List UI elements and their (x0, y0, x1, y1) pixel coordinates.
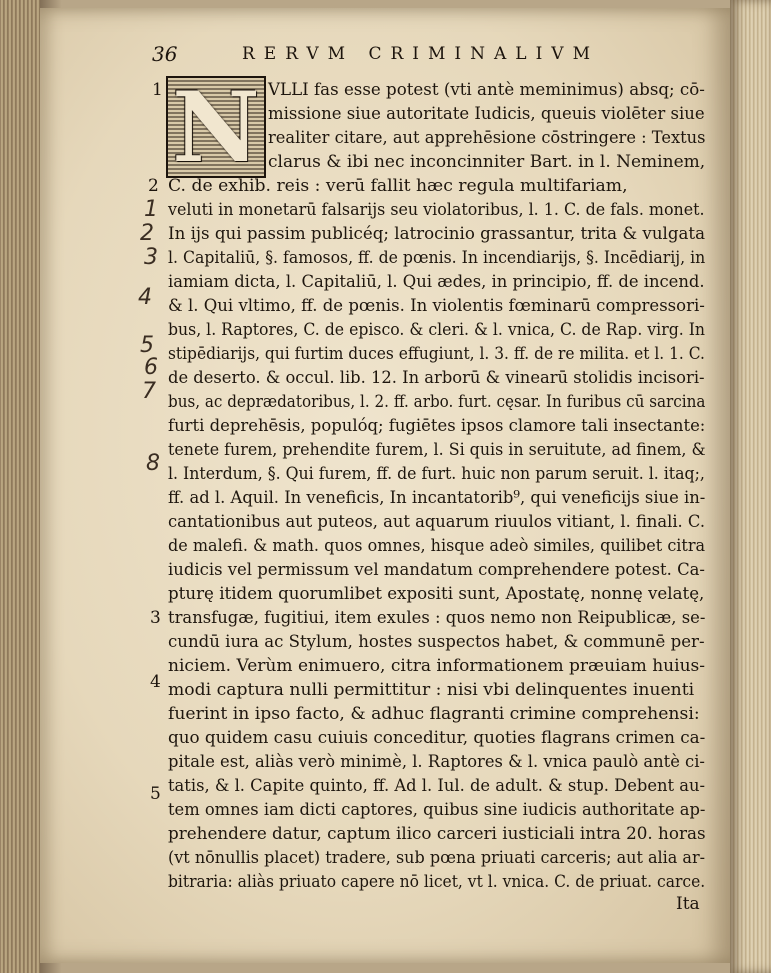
text-line: de deserto. & occul. lib. 12. In arborū & vinearū stolidis incisori- (168, 368, 705, 388)
text-line: l. Capitaliū, §. famosos, ff. de pœnis. In incendiarijs, §. Incēdiarij, in (168, 248, 706, 268)
handwritten-number: 6 (144, 355, 158, 380)
handwritten-number: 8 (146, 451, 160, 476)
handwritten-number: 7 (142, 379, 156, 404)
text-line: de malefi. & math. quos omnes, hisque adeò similes, quilibet citra (168, 536, 706, 556)
text-line: In ijs qui passim publicéq; latrocinio grassantur, trita & vulgata (168, 224, 706, 244)
text-line: transfugæ, fugitiui, item exules : quos nemo non Reipublicæ, se- (168, 608, 706, 628)
text-line: furti deprehēsis, populóq; fugiētes ipsos clamore tali insectante: (168, 416, 706, 436)
text-line: ff. ad l. Aquil. In veneficis, In incantatorib⁹, qui veneficijs siue in- (168, 488, 706, 508)
text-line: missione siue autoritate Iudicis, queuis violēter siue (268, 104, 705, 124)
text-line: quo quidem casu cuiuis conceditur, quoties flagrans crimen ca- (168, 728, 706, 748)
margin-number: 5 (150, 784, 161, 804)
handwritten-number: 2 (140, 221, 154, 246)
book-left-edge (0, 0, 40, 973)
text-line: iamiam dicta, l. Capitaliū, l. Qui ædes, in principio, ff. de incend. (168, 272, 705, 292)
text-line: VLLI fas esse potest (vti antè meminimus) absq; cō- (268, 80, 705, 100)
text-line: tem omnes iam dicti captores, quibus sine iudicis authoritate ap- (168, 800, 706, 820)
margin-number: 2 (148, 176, 159, 196)
text-line: modi captura nulli permittitur : nisi vbi delinquentes inuenti (168, 680, 695, 700)
running-head (152, 42, 712, 68)
handwritten-number: 3 (144, 245, 158, 270)
text-line: tenete furem, prehendite furem, l. Si quis in seruitute, ad finem, & (168, 440, 706, 460)
text-line: realiter citare, aut apprehēsione cōstringere : Textus (268, 128, 706, 148)
text-line: bus, l. Raptores, C. de episco. & cleri. & l. vnica, C. de Rap. virg. In (168, 320, 706, 340)
text-line: stipēdiarijs, qui furtim duces effugiunt, l. 3. ff. de re milita. et l. 1. C. (168, 344, 705, 364)
text-line: prehendere datur, captum ilico carceri iusticiali intra 20. horas (168, 824, 706, 844)
text-line: cantationibus aut puteos, aut aquarum riuulos vitiant, l. finali. C. (168, 512, 706, 532)
margin-number: 1 (152, 80, 163, 100)
text-line: iudicis vel permissum vel mandatum comprehendere potest. Ca- (168, 560, 705, 580)
text-line: fuerint in ipso facto, & adhuc flagranti crimine comprehensi: (168, 704, 700, 724)
text-line: & l. Qui vltimo, ff. de pœnis. In violentis fœminarū compressori- (168, 296, 705, 316)
text-line: tatis, & l. Capite quinto, ff. Ad l. Iul. de adult. & stup. Debent au- (168, 776, 706, 796)
margin-number: 3 (150, 608, 161, 628)
text-line: (vt nōnullis placet) tradere, sub pœna priuati carceris; aut alia ar- (168, 848, 706, 868)
text-line: l. Interdum, §. Qui furem, ff. de furt. huic non parum seruit. l. itaq;, (168, 464, 705, 484)
catchword: Ita (676, 894, 700, 914)
book-page-edges (730, 0, 771, 973)
text-line: pitale est, aliàs verò minimè, l. Raptores & l. vnica paulò antè ci- (168, 752, 705, 772)
margin-number: 4 (150, 672, 161, 692)
handwritten-number: 4 (138, 285, 152, 310)
text-line: bitraria: aliàs priuato capere nō licet, vt l. vnica. C. de priuat. carce. (168, 872, 706, 892)
decorated-initial (166, 70, 266, 184)
handwritten-number: 1 (144, 197, 158, 222)
text-line: C. de exhib. reis : verū fallit hæc regula multifariam, (168, 176, 628, 196)
text-line: cundū iura ac Stylum, hostes suspectos habet, & communē per- (168, 632, 705, 652)
text-line: niciem. Verùm enimuero, citra informationem præuiam huius- (168, 656, 706, 676)
handwritten-number: 5 (140, 333, 154, 358)
text-line: bus, ac deprædatoribus, l. 2. ff. arbo. furt. cęsar. In furibus cū sarcina (168, 392, 706, 412)
text-line: veluti in monetarū falsarijs seu violatoribus, l. 1. C. de fals. monet. (168, 200, 705, 220)
initial-letter: N (172, 70, 260, 184)
folio-number: 36 (152, 42, 178, 66)
text-line: clarus & ibi nec inconcinniter Bart. in l. Neminem, (268, 152, 706, 172)
running-title: RERVM CRIMINALIVM (242, 44, 599, 64)
text-line: pturę itidem quorumlibet expositi sunt, Apostatę, nonnę velatę, (168, 584, 705, 604)
